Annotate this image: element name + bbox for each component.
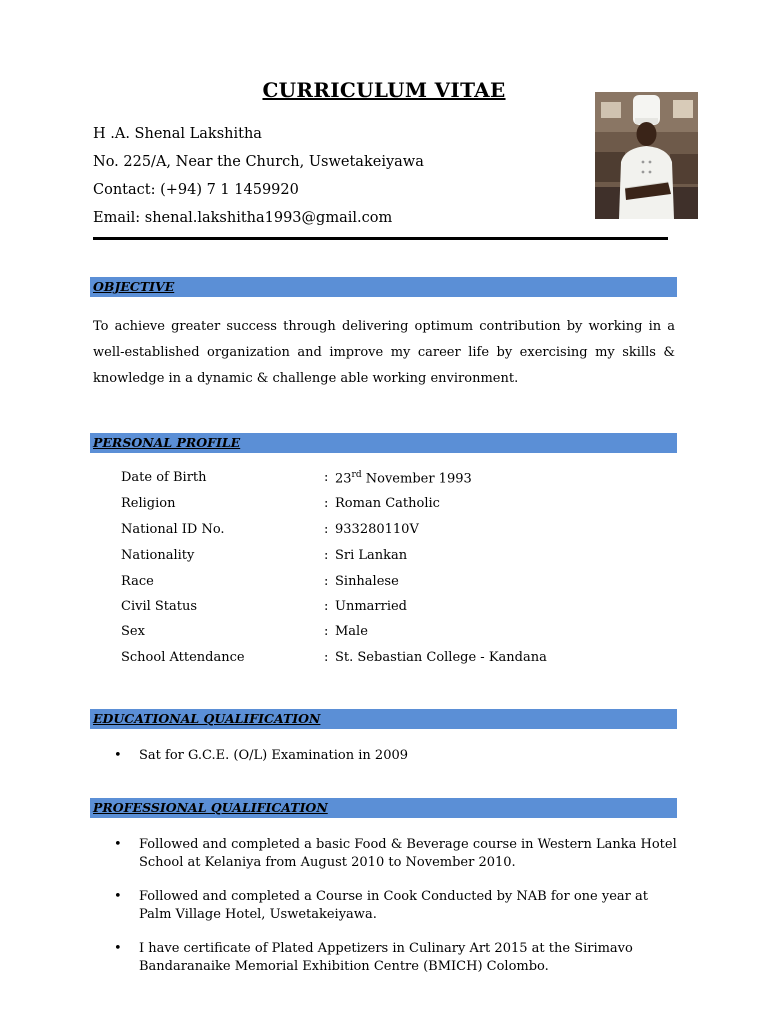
profile-label: Date of Birth bbox=[121, 470, 207, 485]
professional-heading bbox=[90, 798, 677, 818]
profile-label: National ID No. bbox=[121, 522, 225, 537]
profile-separator: : bbox=[324, 650, 329, 665]
chef-portrait-photo bbox=[595, 92, 698, 219]
professional-item: Followed and completed a Course in Cook Conducted by NAB for one year at Palm Village Hotel, Uswetakeiyawa. bbox=[139, 889, 648, 922]
profile-separator: : bbox=[324, 624, 329, 639]
profile-label: Civil Status bbox=[121, 599, 198, 614]
profile-value: Sri Lankan bbox=[335, 548, 408, 563]
email: Email: shenal.lakshitha1993@gmail.com bbox=[93, 210, 393, 226]
profile-label: Race bbox=[121, 574, 154, 589]
profile-separator: : bbox=[324, 470, 329, 485]
professional-item: Followed and completed a basic Food & Beverage course in Western Lanka Hotel School at Kelaniya from August 2010 to November 2010. bbox=[139, 837, 677, 870]
page-title: CURRICULUM VITAE bbox=[262, 78, 506, 102]
education-heading bbox=[90, 709, 677, 729]
profile-value: 23rd November 1993 bbox=[335, 470, 472, 487]
objective-text: To achieve greater success through delivering optimum contribution by working in a well-established organization and improve my career life by exercising my skills & knowledge in a dynamic & challenge able working environment. bbox=[93, 319, 675, 386]
header-divider bbox=[93, 237, 668, 240]
objective-heading-label: OBJECTIVE bbox=[93, 279, 175, 294]
objective-heading bbox=[90, 277, 677, 297]
candidate-name: H .A. Shenal Lakshitha bbox=[93, 126, 262, 142]
profile-value: 933280110V bbox=[335, 522, 419, 537]
personal-profile-heading-label: PERSONAL PROFILE bbox=[93, 435, 241, 450]
bullet-icon: • bbox=[114, 889, 122, 904]
education-heading-label: EDUCATIONAL QUALIFICATION bbox=[93, 711, 321, 726]
profile-value: Sinhalese bbox=[335, 574, 399, 589]
profile-value: Male bbox=[335, 624, 368, 639]
profile-separator: : bbox=[324, 522, 329, 537]
profile-value: St. Sebastian College - Kandana bbox=[335, 650, 547, 665]
phone: Contact: (+94) 7 1 1459920 bbox=[93, 182, 299, 198]
professional-heading-label: PROFESSIONAL QUALIFICATION bbox=[93, 800, 328, 815]
education-item: Sat for G.C.E. (O/L) Examination in 2009 bbox=[139, 748, 409, 763]
bullet-icon: • bbox=[114, 837, 122, 852]
profile-label: Sex bbox=[121, 624, 145, 639]
bullet-icon: • bbox=[114, 941, 122, 956]
profile-separator: : bbox=[324, 599, 329, 614]
profile-value: Unmarried bbox=[335, 599, 408, 614]
profile-separator: : bbox=[324, 496, 329, 511]
bullet-icon: • bbox=[114, 748, 122, 763]
profile-value: Roman Catholic bbox=[335, 496, 440, 511]
profile-label: Nationality bbox=[121, 548, 195, 563]
personal-profile-heading bbox=[90, 433, 677, 453]
profile-separator: : bbox=[324, 548, 329, 563]
profile-label: Religion bbox=[121, 496, 176, 511]
address: No. 225/A, Near the Church, Uswetakeiyawa bbox=[93, 154, 424, 170]
profile-label: School Attendance bbox=[121, 650, 245, 665]
profile-separator: : bbox=[324, 574, 329, 589]
professional-item: I have certificate of Plated Appetizers in Culinary Art 2015 at the Sirimavo Bandaranaike Memorial Exhibition Centre (BMICH) Colombo. bbox=[139, 941, 633, 974]
